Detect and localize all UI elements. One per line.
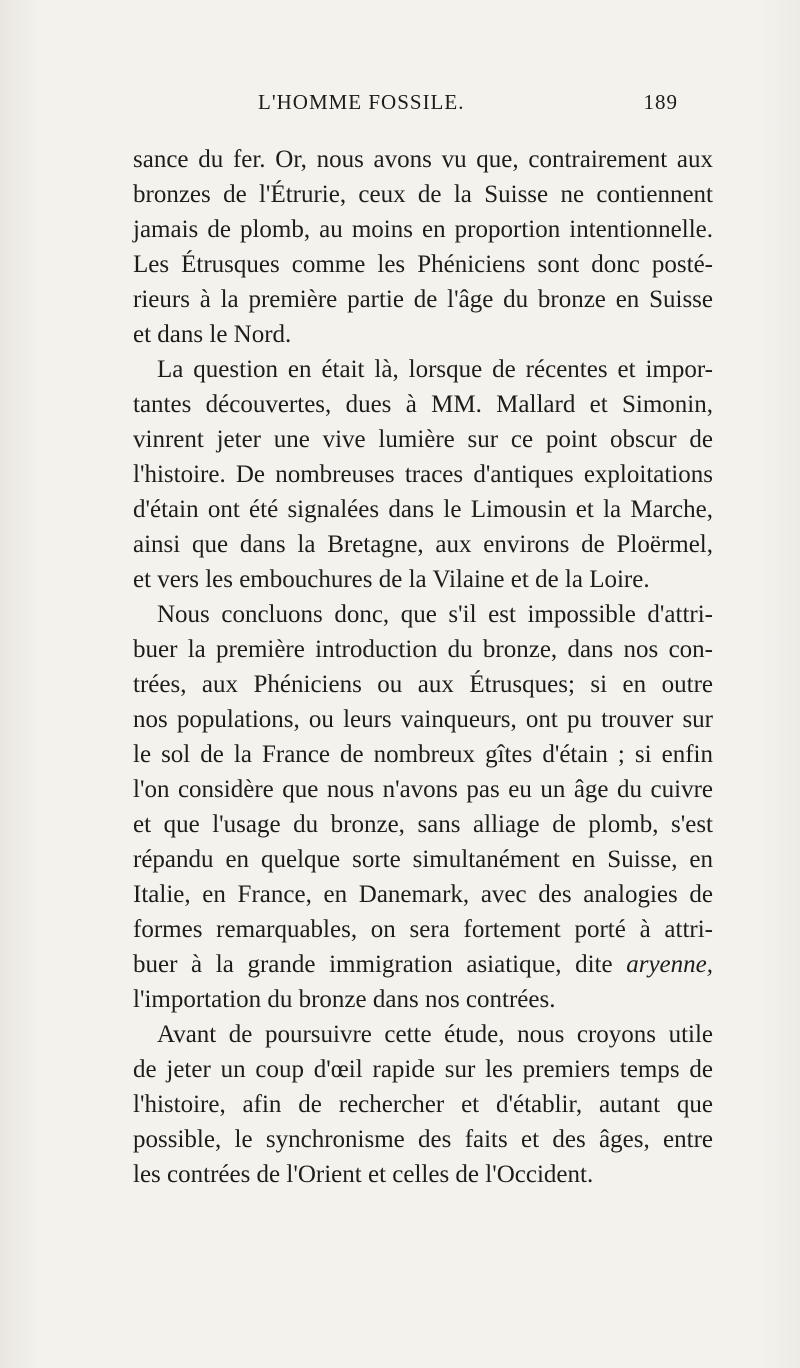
body-text xyxy=(133,142,713,1192)
text-line: et vers les embouchures de la Vilaine et de la Loire. xyxy=(133,566,650,593)
text-line: formes remarquables, on sera fortement porté à attri- xyxy=(133,916,713,943)
running-head xyxy=(258,90,678,120)
text-line: les contrées de l'Orient et celles de l'Occident. xyxy=(133,1161,594,1188)
text-line: et que l'usage du bronze, sans alliage de plomb, s'est xyxy=(133,811,713,838)
text-line: l'importation du bronze dans nos contrées. xyxy=(133,986,556,1013)
text-line: buer la première introduction du bronze, dans nos con- xyxy=(133,636,713,663)
text-line: d'étain ont été signalées dans le Limousin et la Marche, xyxy=(133,496,713,523)
text-line: rieurs à la première partie de l'âge du bronze en Suisse xyxy=(133,286,713,313)
text-line: sance du fer. Or, nous avons vu que, contrairement aux xyxy=(133,146,713,173)
text-line: l'histoire. De nombreuses traces d'antiques exploitations xyxy=(133,461,713,488)
text-line: ainsi que dans la Bretagne, aux environs de Ploërmel, xyxy=(133,531,713,558)
text-line xyxy=(133,947,713,982)
text-line-segment: buer à la grande immigration asiatique, dite xyxy=(133,951,627,978)
text-line: l'on considère que nous n'avons pas eu un âge du cuivre xyxy=(133,776,713,803)
text-line: vinrent jeter une vive lumière sur ce point obscur de xyxy=(133,426,713,453)
text-line: de jeter un coup d'œil rapide sur les premiers temps de xyxy=(133,1056,713,1083)
text-line: Nous concluons donc, que s'il est impossible d'attri- xyxy=(157,601,713,628)
text-line: nos populations, ou leurs vainqueurs, ont pu trouver sur xyxy=(133,706,713,733)
italic-term: aryenne, xyxy=(626,951,713,978)
text-line: le sol de la France de nombreux gîtes d'étain ; si enfin xyxy=(133,741,713,768)
text-line: et dans le Nord. xyxy=(133,321,292,348)
text-line: Les Étrusques comme les Phéniciens sont donc posté- xyxy=(133,251,713,278)
running-title: L'HOMME FOSSILE. xyxy=(258,90,465,114)
text-line: Avant de poursuivre cette étude, nous croyons utile xyxy=(157,1021,713,1048)
text-line: possible, le synchronisme des faits et des âges, entre xyxy=(133,1126,713,1153)
text-line: l'histoire, afin de rechercher et d'établir, autant que xyxy=(133,1091,713,1118)
page-number: 189 xyxy=(643,90,678,114)
text-line: tantes découvertes, dues à MM. Mallard et Simonin, xyxy=(133,391,713,418)
text-line: répandu en quelque sorte simultanément en Suisse, en xyxy=(133,846,713,873)
text-line: bronzes de l'Étrurie, ceux de la Suisse ne contiennent xyxy=(133,181,713,208)
text-line: jamais de plomb, au moins en proportion intentionnelle. xyxy=(133,216,713,243)
text-line: Italie, en France, en Danemark, avec des analogies de xyxy=(133,881,713,908)
text-line: La question en était là, lorsque de récentes et impor- xyxy=(157,356,713,383)
text-line: trées, aux Phéniciens ou aux Étrusques; si en outre xyxy=(133,671,713,698)
